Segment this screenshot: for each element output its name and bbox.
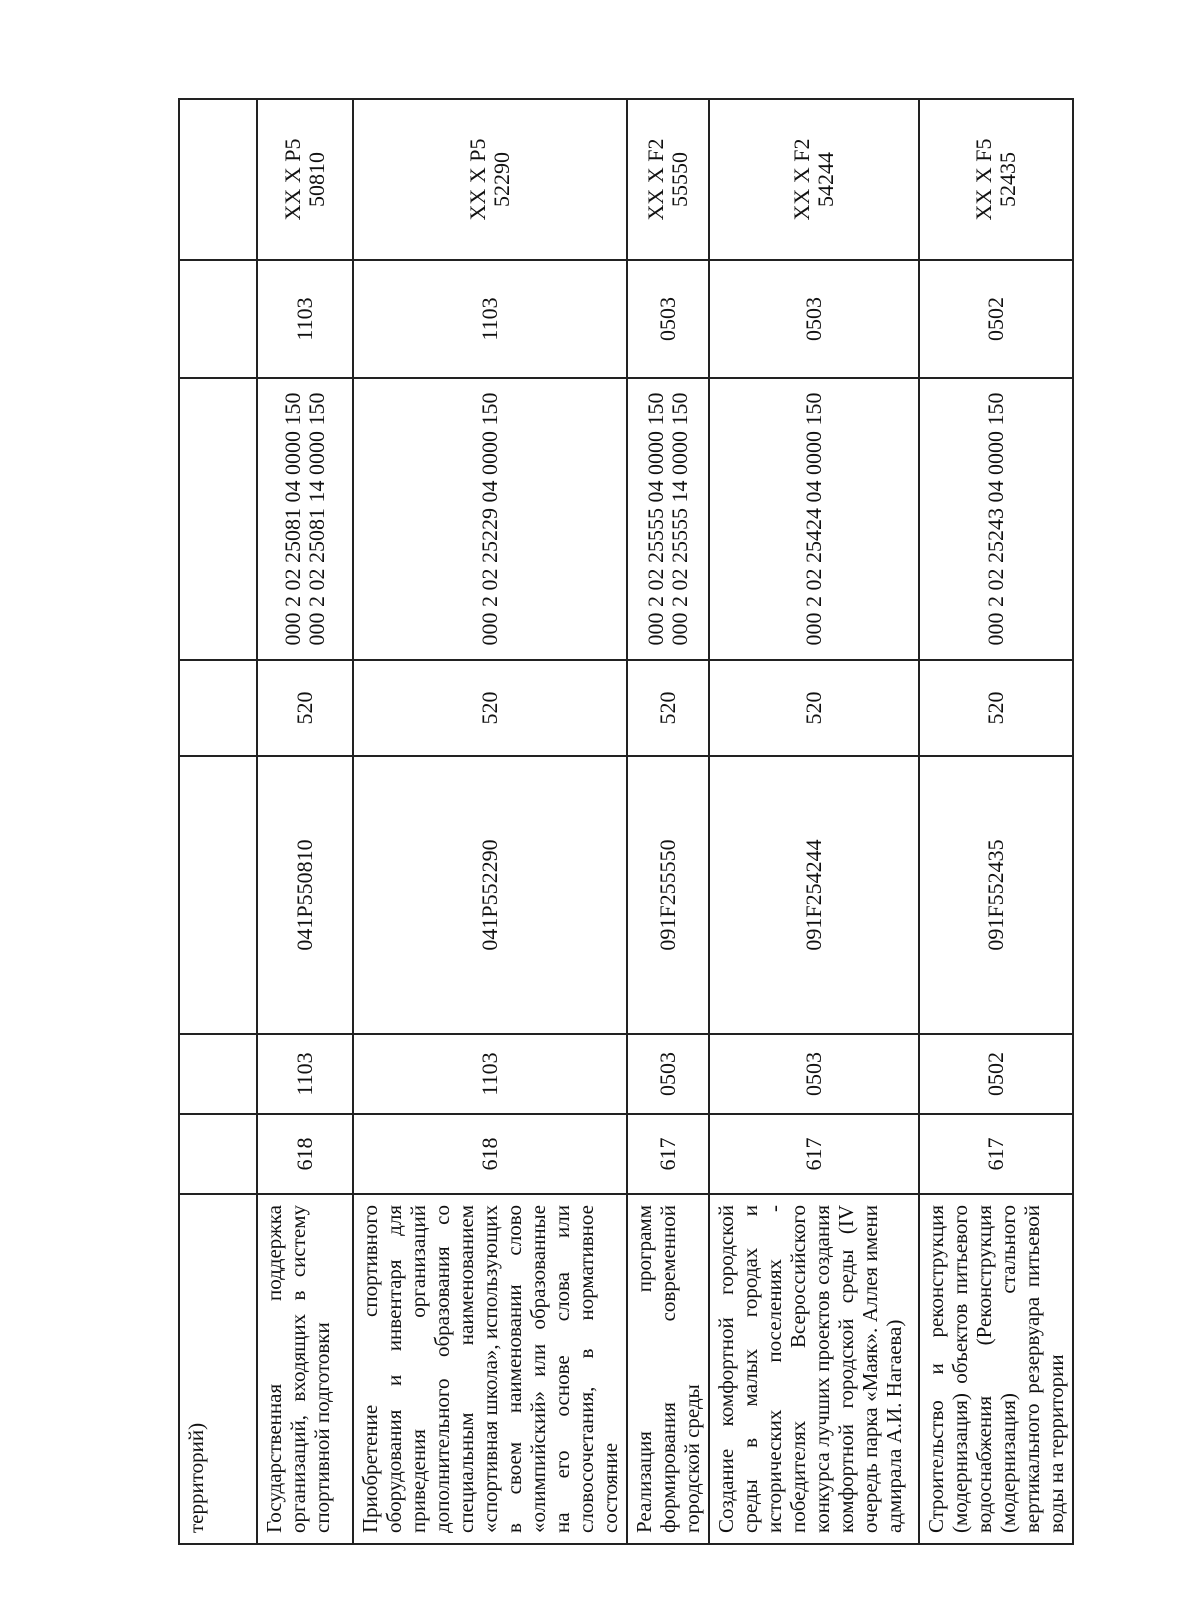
destination-code-cell: XX X F2 55550 xyxy=(627,99,709,260)
table-row xyxy=(353,99,627,1544)
income-code: 000 2 02 25081 04 0000 150 xyxy=(280,392,305,646)
rotated-page xyxy=(178,100,1068,1545)
admin-code-cell: 618 xyxy=(353,1114,627,1194)
row-name-text: Приобретение спортивного оборудования и инвентаря для приведения организаций дополнительного образования со специальным наименованием «спортивная школа», использующих в своем наименовании слово «олимпийский» или образованные на его основе слова или словосочетания, в нормативное состояние xyxy=(358,1205,622,1533)
income-codes-cell xyxy=(179,378,257,660)
income-code: 000 2 02 25243 04 0000 150 xyxy=(983,392,1008,646)
table-row xyxy=(919,99,1073,1544)
table-row xyxy=(179,99,257,1544)
income-codes-cell xyxy=(257,378,353,660)
table-row xyxy=(257,99,353,1544)
section-code-cell: 1103 xyxy=(257,1034,353,1114)
section-code-cell xyxy=(179,1034,257,1114)
income-codes-cell xyxy=(709,378,919,660)
recipient-section-cell: 0502 xyxy=(919,260,1073,378)
section-code-cell: 1103 xyxy=(353,1034,627,1114)
target-article-cell: 091F254244 xyxy=(709,756,919,1034)
admin-code-cell: 618 xyxy=(257,1114,353,1194)
expense-type-cell: 520 xyxy=(353,660,627,756)
expense-type-cell: 520 xyxy=(709,660,919,756)
admin-code-cell: 617 xyxy=(709,1114,919,1194)
income-codes-cell xyxy=(919,378,1073,660)
row-name-cell xyxy=(709,1194,919,1544)
income-code: 000 2 02 25424 04 0000 150 xyxy=(801,392,826,646)
destination-code-cell: XX X P5 52290 xyxy=(353,99,627,260)
income-codes-cell xyxy=(627,378,709,660)
row-name-cell xyxy=(257,1194,353,1544)
target-article-cell: 091F552435 xyxy=(919,756,1073,1034)
destination-code-cell: XX X F2 54244 xyxy=(709,99,919,260)
recipient-section-cell: 1103 xyxy=(353,260,627,378)
recipient-section-cell: 0503 xyxy=(709,260,919,378)
destination-code-cell: XX X F5 52435 xyxy=(919,99,1073,260)
row-name-cell xyxy=(179,1194,257,1544)
table-row xyxy=(627,99,709,1544)
row-name-cell xyxy=(353,1194,627,1544)
income-code: 000 2 02 25555 14 0000 150 xyxy=(667,392,692,646)
recipient-section-cell xyxy=(179,260,257,378)
row-name-cell xyxy=(627,1194,709,1544)
row-name-text: Реализация программ формирования современной городской среды xyxy=(632,1205,704,1533)
section-code-cell: 0503 xyxy=(709,1034,919,1114)
destination-code-cell: XX X P5 50810 xyxy=(257,99,353,260)
budget-table xyxy=(178,98,1074,1545)
admin-code-cell xyxy=(179,1114,257,1194)
row-name-cell xyxy=(919,1194,1073,1544)
admin-code-cell: 617 xyxy=(919,1114,1073,1194)
recipient-section-cell: 1103 xyxy=(257,260,353,378)
recipient-section-cell: 0503 xyxy=(627,260,709,378)
income-code: 000 2 02 25081 14 0000 150 xyxy=(304,392,329,646)
expense-type-cell: 520 xyxy=(627,660,709,756)
expense-type-cell: 520 xyxy=(257,660,353,756)
row-name-text: территорий) xyxy=(184,1422,208,1533)
target-article-cell: 041P550810 xyxy=(257,756,353,1034)
income-codes-cell xyxy=(353,378,627,660)
expense-type-cell: 520 xyxy=(919,660,1073,756)
income-code: 000 2 02 25555 04 0000 150 xyxy=(643,392,668,646)
table-body xyxy=(179,99,1073,1544)
target-article-cell: 091F255550 xyxy=(627,756,709,1034)
income-code: 000 2 02 25229 04 0000 150 xyxy=(477,392,502,646)
expense-type-cell xyxy=(179,660,257,756)
destination-code-cell xyxy=(179,99,257,260)
target-article-cell: 041P552290 xyxy=(353,756,627,1034)
row-name-text: Создание комфортной городской среды в малых городах и исторических поселениях - победителях Всероссийского конкурса лучших проектов создания комфортной городской среды (IV очередь парка «Маяк». Аллея имени адмирала А.И. Нагаева) xyxy=(714,1205,906,1533)
table-row xyxy=(709,99,919,1544)
row-name-text: Строительство и реконструкция (модернизация) объектов питьевого водоснабжения (Реконструкция (модернизация) стального вертикального резервуара питьевой воды на территории xyxy=(924,1205,1068,1533)
section-code-cell: 0502 xyxy=(919,1034,1073,1114)
section-code-cell: 0503 xyxy=(627,1034,709,1114)
target-article-cell xyxy=(179,756,257,1034)
admin-code-cell: 617 xyxy=(627,1114,709,1194)
row-name-text: Государственная поддержка организаций, входящих в систему спортивной подготовки xyxy=(262,1205,334,1533)
